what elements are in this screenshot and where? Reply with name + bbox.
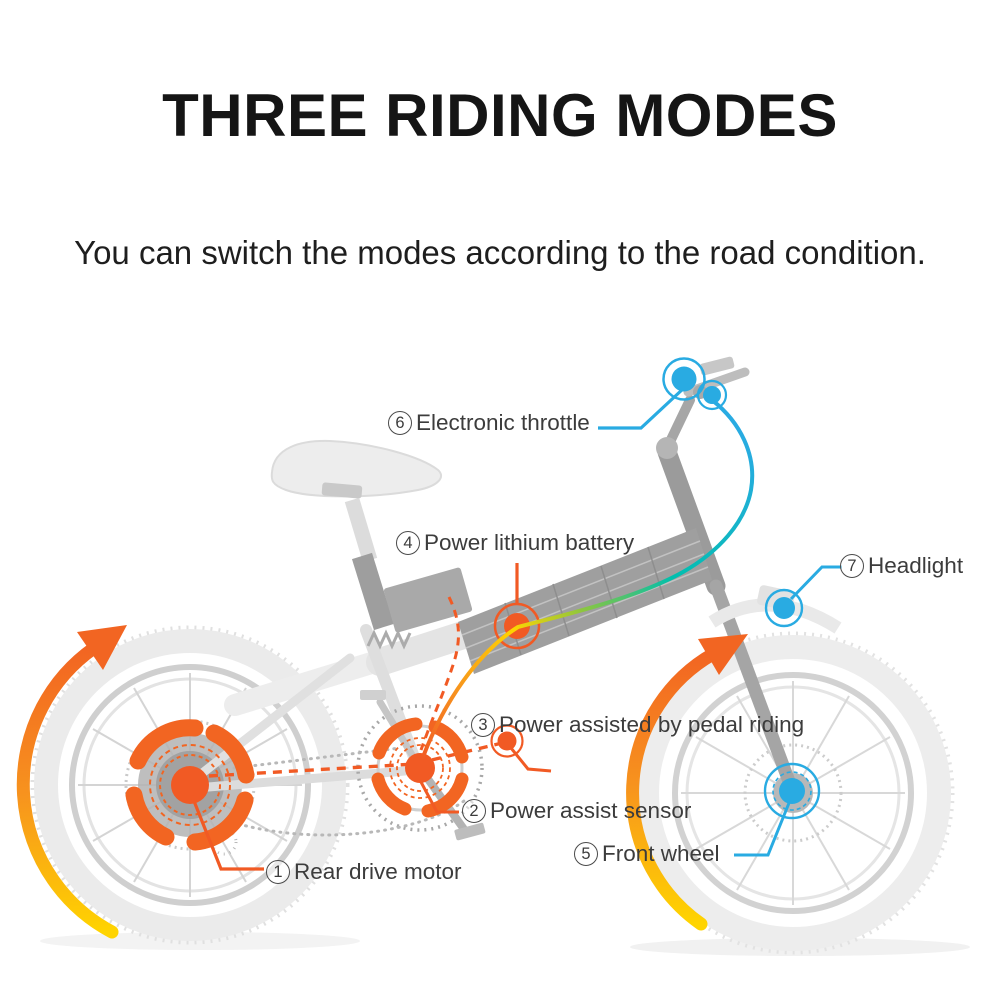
callout-label: Rear drive motor (294, 858, 462, 884)
crank-sensor-marker (378, 724, 462, 811)
callout-number-badge: 7 (840, 554, 864, 578)
callout-headlight (840, 554, 963, 578)
callout-number-badge: 4 (396, 531, 420, 555)
callout-number-badge: 5 (574, 842, 598, 866)
callout-electronic-throttle (388, 411, 590, 435)
callout-number-badge: 6 (388, 411, 412, 435)
pedal-far (360, 690, 386, 700)
callout-lithium-battery (396, 531, 634, 555)
callout-label: Power lithium battery (424, 529, 635, 555)
seatpost-upper (352, 500, 370, 560)
page-subtitle: You can switch the modes according to the road condition. (74, 234, 926, 271)
callout-power-assist-sensor (462, 799, 691, 823)
callout-label: Front wheel (602, 840, 720, 866)
callout-label: Headlight (868, 552, 964, 578)
callout-label: Electronic throttle (416, 409, 590, 435)
callout-number-badge: 2 (462, 799, 486, 823)
leader-headlight (791, 567, 842, 599)
callout-pedal-assist (471, 713, 804, 737)
seatpost-lower (362, 556, 384, 627)
callout-label: Power assisted by pedal riding (499, 711, 805, 737)
callout-number-badge: 1 (266, 860, 290, 884)
callout-rear-drive-motor (266, 860, 462, 884)
callout-front-wheel (574, 842, 720, 866)
callout-label: Power assist sensor (490, 797, 692, 823)
callout-number-badge: 3 (471, 713, 495, 737)
page-title: THREE RIDING MODES (162, 82, 838, 149)
